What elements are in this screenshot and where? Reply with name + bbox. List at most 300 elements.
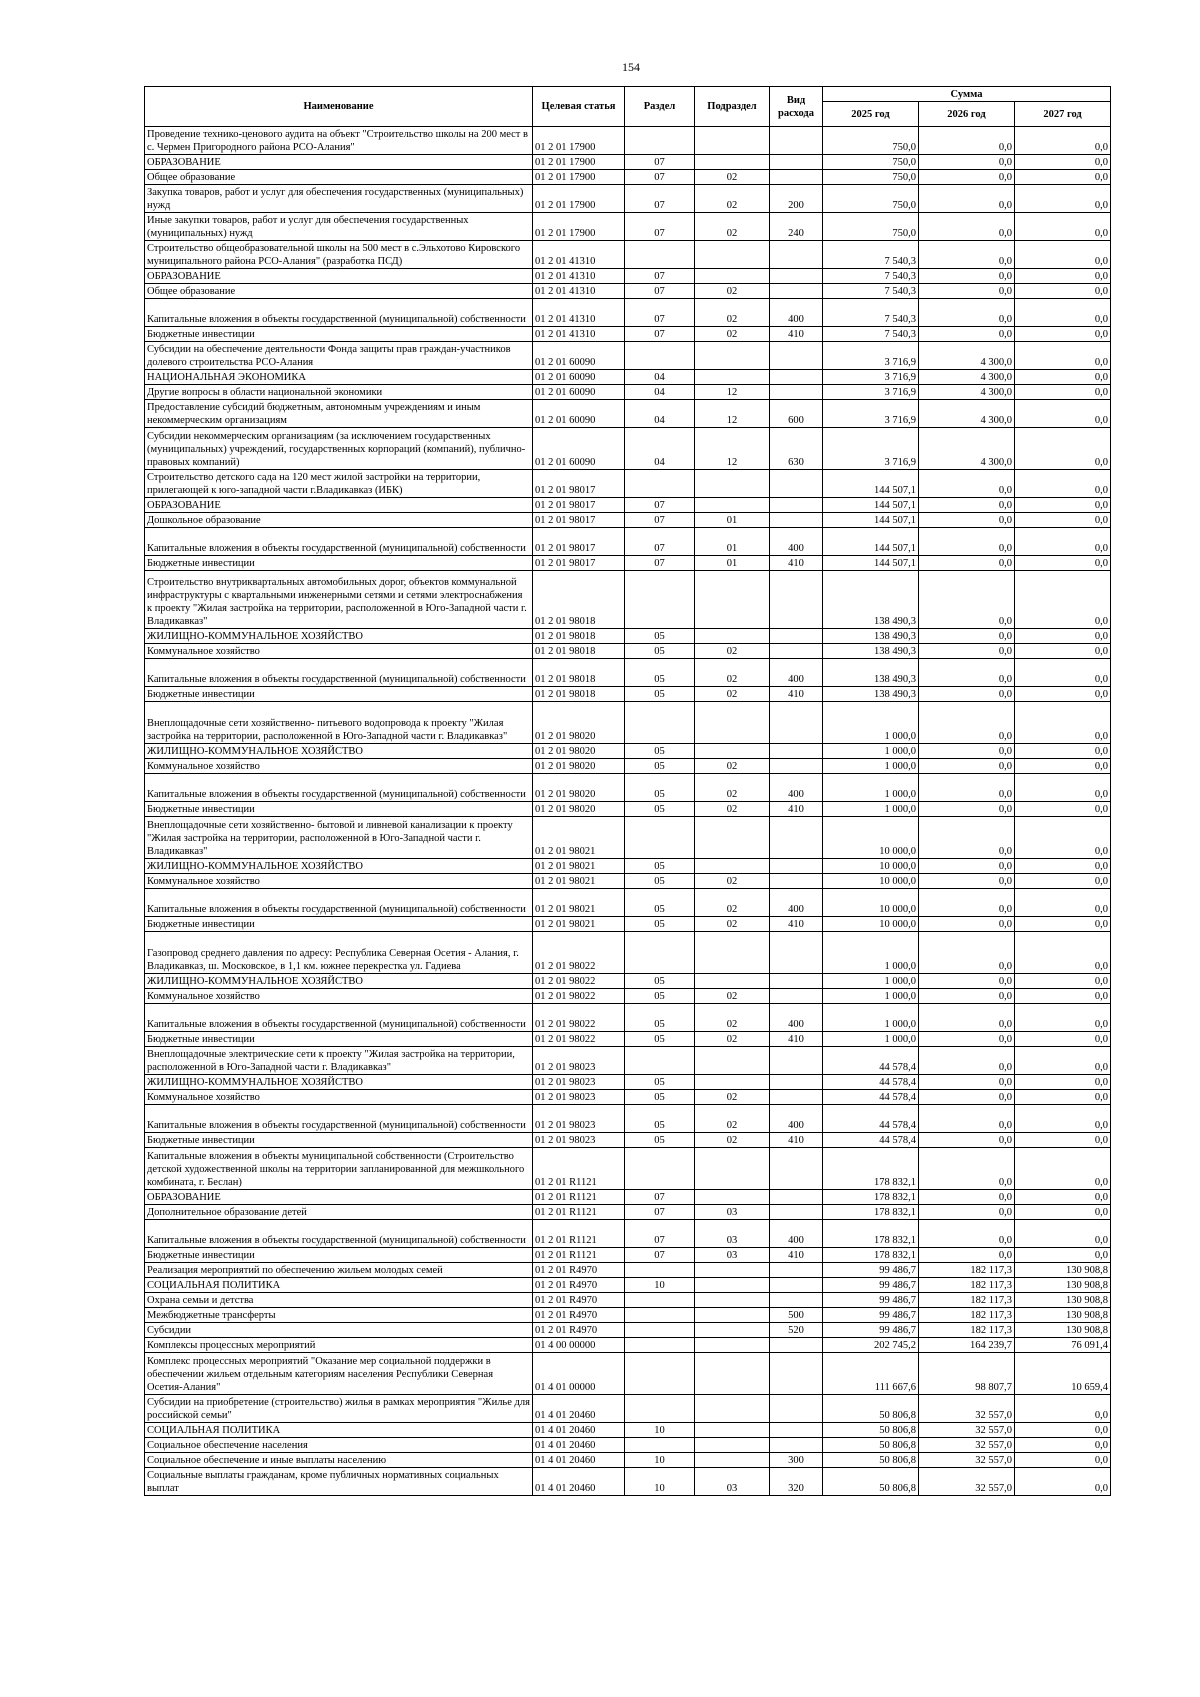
- cell-expense-type: [770, 1263, 823, 1278]
- cell-sum-2025: 178 832,1: [823, 1205, 919, 1220]
- cell-name: Дошкольное образование: [145, 513, 533, 528]
- cell-sum-2026: 0,0: [919, 774, 1015, 802]
- table-row: [145, 817, 1111, 859]
- cell-name: Комплекс процессных мероприятий "Оказание мер социальной поддержки в обеспечении жильем отдельным категориям населения Республики Северная Осетия-Алания": [145, 1353, 533, 1395]
- cell-subsection: [695, 932, 770, 974]
- cell-section: 07: [625, 155, 695, 170]
- cell-expense-type: [770, 1293, 823, 1308]
- cell-target-article: 01 2 01 98021: [533, 874, 625, 889]
- cell-sum-2027: 0,0: [1015, 385, 1111, 400]
- cell-subsection: 02: [695, 213, 770, 241]
- cell-sum-2026: 182 117,3: [919, 1293, 1015, 1308]
- cell-sum-2027: 0,0: [1015, 874, 1111, 889]
- cell-sum-2027: 0,0: [1015, 644, 1111, 659]
- cell-subsection: [695, 1353, 770, 1395]
- cell-name: Межбюджетные трансферты: [145, 1308, 533, 1323]
- cell-sum-2025: 1 000,0: [823, 989, 919, 1004]
- cell-sum-2025: 99 486,7: [823, 1263, 919, 1278]
- cell-name: Реализация мероприятий по обеспечению жильем молодых семей: [145, 1263, 533, 1278]
- cell-section: 07: [625, 513, 695, 528]
- cell-sum-2026: 0,0: [919, 1090, 1015, 1105]
- cell-target-article: 01 2 01 98020: [533, 744, 625, 759]
- cell-expense-type: [770, 1278, 823, 1293]
- cell-sum-2025: 138 490,3: [823, 644, 919, 659]
- header-expense-type: Вид расхода: [770, 87, 823, 127]
- table-row: [145, 400, 1111, 428]
- table-row: [145, 428, 1111, 470]
- cell-sum-2027: 0,0: [1015, 1248, 1111, 1263]
- cell-sum-2026: 0,0: [919, 1075, 1015, 1090]
- cell-sum-2026: 182 117,3: [919, 1263, 1015, 1278]
- cell-sum-2026: 4 300,0: [919, 428, 1015, 470]
- cell-section: 07: [625, 284, 695, 299]
- cell-sum-2025: 750,0: [823, 155, 919, 170]
- cell-sum-2025: 1 000,0: [823, 759, 919, 774]
- cell-sum-2025: 50 806,8: [823, 1468, 919, 1496]
- cell-subsection: 02: [695, 1090, 770, 1105]
- cell-target-article: 01 2 01 17900: [533, 170, 625, 185]
- cell-name: ОБРАЗОВАНИЕ: [145, 498, 533, 513]
- cell-target-article: 01 2 01 98022: [533, 974, 625, 989]
- cell-target-article: 01 2 01 R4970: [533, 1263, 625, 1278]
- cell-sum-2027: 0,0: [1015, 1105, 1111, 1133]
- table-row: [145, 1338, 1111, 1353]
- cell-section: 05: [625, 1133, 695, 1148]
- cell-target-article: 01 2 01 98018: [533, 687, 625, 702]
- cell-subsection: 12: [695, 400, 770, 428]
- cell-subsection: 02: [695, 1133, 770, 1148]
- cell-sum-2025: 138 490,3: [823, 659, 919, 687]
- cell-section: 10: [625, 1278, 695, 1293]
- cell-sum-2026: 0,0: [919, 744, 1015, 759]
- cell-subsection: [695, 1423, 770, 1438]
- cell-name: Бюджетные инвестиции: [145, 556, 533, 571]
- cell-expense-type: 410: [770, 556, 823, 571]
- cell-sum-2026: 0,0: [919, 702, 1015, 744]
- cell-sum-2027: 130 908,8: [1015, 1323, 1111, 1338]
- table-row: [145, 299, 1111, 327]
- cell-expense-type: [770, 1190, 823, 1205]
- cell-target-article: 01 2 01 17900: [533, 185, 625, 213]
- cell-expense-type: [770, 127, 823, 155]
- cell-sum-2025: 1 000,0: [823, 1004, 919, 1032]
- cell-name: ОБРАЗОВАНИЕ: [145, 269, 533, 284]
- cell-section: 05: [625, 659, 695, 687]
- cell-name: Капитальные вложения в объекты государственной (муниципальной) собственности: [145, 1004, 533, 1032]
- cell-target-article: 01 2 01 R4970: [533, 1278, 625, 1293]
- cell-sum-2025: 3 716,9: [823, 342, 919, 370]
- cell-target-article: 01 2 01 R1121: [533, 1205, 625, 1220]
- cell-subsection: 02: [695, 659, 770, 687]
- cell-section: 04: [625, 400, 695, 428]
- cell-sum-2026: 0,0: [919, 327, 1015, 342]
- cell-target-article: 01 2 01 98023: [533, 1047, 625, 1075]
- cell-name: Субсидии на обеспечение деятельности Фонда защиты прав граждан-участников долевого строительства РСО-Алания: [145, 342, 533, 370]
- cell-sum-2027: 130 908,8: [1015, 1278, 1111, 1293]
- cell-name: Предоставление субсидий бюджетным, автономным учреждениям и иным некоммерческим организациям: [145, 400, 533, 428]
- cell-sum-2027: 0,0: [1015, 1004, 1111, 1032]
- cell-name: Бюджетные инвестиции: [145, 1133, 533, 1148]
- cell-expense-type: 520: [770, 1323, 823, 1338]
- cell-name: Строительство внутриквартальных автомобильных дорог, объектов коммунальной инфраструктуры с квартальными инженерными сетями и сетями электроснабжения к проекту "Жилая застройка на территории, расположенной в Юго-Западной части г. Владикавказ": [145, 571, 533, 629]
- cell-name: Коммунальное хозяйство: [145, 874, 533, 889]
- cell-subsection: [695, 859, 770, 874]
- cell-expense-type: 400: [770, 774, 823, 802]
- cell-section: 07: [625, 299, 695, 327]
- cell-subsection: [695, 744, 770, 759]
- table-row: [145, 155, 1111, 170]
- cell-subsection: 12: [695, 385, 770, 400]
- cell-section: 05: [625, 644, 695, 659]
- cell-target-article: 01 2 01 60090: [533, 370, 625, 385]
- cell-sum-2025: 144 507,1: [823, 498, 919, 513]
- cell-section: 04: [625, 385, 695, 400]
- cell-section: 05: [625, 874, 695, 889]
- cell-expense-type: [770, 1047, 823, 1075]
- cell-sum-2026: 4 300,0: [919, 370, 1015, 385]
- cell-sum-2025: 178 832,1: [823, 1248, 919, 1263]
- table-row: [145, 556, 1111, 571]
- cell-sum-2025: 750,0: [823, 213, 919, 241]
- cell-name: Закупка товаров, работ и услуг для обеспечения государственных (муниципальных) нужд: [145, 185, 533, 213]
- cell-name: СОЦИАЛЬНАЯ ПОЛИТИКА: [145, 1423, 533, 1438]
- cell-name: НАЦИОНАЛЬНАЯ ЭКОНОМИКА: [145, 370, 533, 385]
- cell-section: 07: [625, 1190, 695, 1205]
- cell-name: СОЦИАЛЬНАЯ ПОЛИТИКА: [145, 1278, 533, 1293]
- cell-section: 05: [625, 802, 695, 817]
- cell-sum-2027: 0,0: [1015, 1395, 1111, 1423]
- cell-section: 07: [625, 185, 695, 213]
- cell-sum-2026: 0,0: [919, 889, 1015, 917]
- cell-expense-type: [770, 269, 823, 284]
- cell-subsection: [695, 155, 770, 170]
- budget-table: [144, 86, 1111, 1496]
- cell-name: Комплексы процессных мероприятий: [145, 1338, 533, 1353]
- cell-sum-2025: 10 000,0: [823, 917, 919, 932]
- cell-sum-2027: 0,0: [1015, 1468, 1111, 1496]
- header-name: Наименование: [145, 87, 533, 127]
- cell-subsection: 02: [695, 874, 770, 889]
- cell-sum-2025: 50 806,8: [823, 1395, 919, 1423]
- cell-expense-type: [770, 385, 823, 400]
- cell-subsection: [695, 1278, 770, 1293]
- cell-sum-2025: 50 806,8: [823, 1438, 919, 1453]
- cell-expense-type: [770, 989, 823, 1004]
- cell-sum-2027: 0,0: [1015, 127, 1111, 155]
- cell-subsection: [695, 1263, 770, 1278]
- cell-sum-2025: 1 000,0: [823, 702, 919, 744]
- cell-sum-2027: 0,0: [1015, 213, 1111, 241]
- cell-sum-2027: 0,0: [1015, 629, 1111, 644]
- cell-sum-2025: 7 540,3: [823, 269, 919, 284]
- cell-sum-2027: 0,0: [1015, 1438, 1111, 1453]
- cell-section: [625, 1148, 695, 1190]
- cell-sum-2025: 1 000,0: [823, 974, 919, 989]
- cell-name: Иные закупки товаров, работ и услуг для обеспечения государственных (муниципальных) нужд: [145, 213, 533, 241]
- table-row: [145, 974, 1111, 989]
- cell-name: ОБРАЗОВАНИЕ: [145, 1190, 533, 1205]
- cell-sum-2027: 0,0: [1015, 556, 1111, 571]
- cell-sum-2026: 0,0: [919, 817, 1015, 859]
- cell-sum-2027: 0,0: [1015, 859, 1111, 874]
- table-row: [145, 1133, 1111, 1148]
- cell-subsection: [695, 498, 770, 513]
- cell-sum-2027: 0,0: [1015, 702, 1111, 744]
- cell-target-article: 01 2 01 R4970: [533, 1308, 625, 1323]
- cell-sum-2025: 1 000,0: [823, 744, 919, 759]
- cell-target-article: 01 2 01 R1121: [533, 1190, 625, 1205]
- cell-section: [625, 1438, 695, 1453]
- table-row: [145, 744, 1111, 759]
- cell-section: 05: [625, 1032, 695, 1047]
- cell-expense-type: 240: [770, 213, 823, 241]
- cell-sum-2025: 1 000,0: [823, 802, 919, 817]
- cell-sum-2027: 0,0: [1015, 917, 1111, 932]
- table-row: [145, 629, 1111, 644]
- cell-subsection: [695, 127, 770, 155]
- cell-section: 07: [625, 213, 695, 241]
- cell-target-article: 01 2 01 98023: [533, 1090, 625, 1105]
- cell-subsection: 02: [695, 1004, 770, 1032]
- cell-sum-2027: 0,0: [1015, 185, 1111, 213]
- table-row: [145, 1453, 1111, 1468]
- cell-sum-2027: 76 091,4: [1015, 1338, 1111, 1353]
- cell-section: [625, 1263, 695, 1278]
- cell-subsection: [695, 1395, 770, 1423]
- cell-expense-type: [770, 1353, 823, 1395]
- cell-subsection: [695, 974, 770, 989]
- cell-sum-2026: 0,0: [919, 528, 1015, 556]
- cell-sum-2026: 0,0: [919, 1004, 1015, 1032]
- cell-target-article: 01 2 01 R1121: [533, 1220, 625, 1248]
- cell-section: 07: [625, 1205, 695, 1220]
- cell-subsection: 02: [695, 284, 770, 299]
- cell-sum-2026: 164 239,7: [919, 1338, 1015, 1353]
- cell-target-article: 01 2 01 98017: [533, 513, 625, 528]
- cell-sum-2027: 0,0: [1015, 327, 1111, 342]
- cell-sum-2026: 0,0: [919, 802, 1015, 817]
- cell-target-article: 01 2 01 98018: [533, 571, 625, 629]
- cell-sum-2026: 0,0: [919, 687, 1015, 702]
- cell-subsection: [695, 1190, 770, 1205]
- cell-subsection: [695, 1323, 770, 1338]
- cell-expense-type: [770, 470, 823, 498]
- cell-section: 05: [625, 687, 695, 702]
- cell-target-article: 01 4 01 20460: [533, 1453, 625, 1468]
- cell-sum-2025: 1 000,0: [823, 774, 919, 802]
- cell-target-article: 01 4 01 20460: [533, 1438, 625, 1453]
- cell-sum-2027: 0,0: [1015, 1148, 1111, 1190]
- cell-expense-type: 600: [770, 400, 823, 428]
- cell-target-article: 01 2 01 98017: [533, 498, 625, 513]
- cell-expense-type: 630: [770, 428, 823, 470]
- cell-name: Субсидии некоммерческим организациям (за исключением государственных (муниципальных) учреждений, государственных корпораций (компаний), публично-правовых компаний): [145, 428, 533, 470]
- cell-target-article: 01 2 01 41310: [533, 269, 625, 284]
- table-row: [145, 889, 1111, 917]
- cell-sum-2025: 3 716,9: [823, 428, 919, 470]
- cell-target-article: 01 4 00 00000: [533, 1338, 625, 1353]
- cell-target-article: 01 2 01 41310: [533, 299, 625, 327]
- cell-target-article: 01 2 01 98022: [533, 989, 625, 1004]
- table-row: [145, 213, 1111, 241]
- cell-sum-2026: 0,0: [919, 185, 1015, 213]
- table-row: [145, 571, 1111, 629]
- table-row: [145, 1438, 1111, 1453]
- table-row: [145, 932, 1111, 974]
- cell-subsection: 02: [695, 299, 770, 327]
- cell-name: Охрана семьи и детства: [145, 1293, 533, 1308]
- table-row: [145, 702, 1111, 744]
- cell-expense-type: [770, 1423, 823, 1438]
- table-row: [145, 1190, 1111, 1205]
- cell-subsection: 01: [695, 513, 770, 528]
- cell-sum-2026: 0,0: [919, 284, 1015, 299]
- cell-sum-2026: 0,0: [919, 1032, 1015, 1047]
- cell-subsection: 03: [695, 1205, 770, 1220]
- cell-sum-2025: 99 486,7: [823, 1293, 919, 1308]
- cell-sum-2027: 0,0: [1015, 370, 1111, 385]
- cell-expense-type: [770, 1148, 823, 1190]
- cell-subsection: [695, 1338, 770, 1353]
- cell-name: Общее образование: [145, 170, 533, 185]
- cell-section: 07: [625, 1248, 695, 1263]
- cell-section: [625, 817, 695, 859]
- cell-expense-type: [770, 342, 823, 370]
- cell-sum-2025: 10 000,0: [823, 817, 919, 859]
- cell-subsection: [695, 571, 770, 629]
- cell-sum-2026: 4 300,0: [919, 400, 1015, 428]
- cell-sum-2025: 144 507,1: [823, 556, 919, 571]
- cell-sum-2027: 0,0: [1015, 428, 1111, 470]
- cell-subsection: 02: [695, 1105, 770, 1133]
- cell-sum-2027: 0,0: [1015, 1047, 1111, 1075]
- cell-section: [625, 1047, 695, 1075]
- cell-target-article: 01 2 01 98022: [533, 1032, 625, 1047]
- cell-sum-2025: 99 486,7: [823, 1323, 919, 1338]
- table-row: [145, 659, 1111, 687]
- table-row: [145, 874, 1111, 889]
- cell-name: ЖИЛИЩНО-КОММУНАЛЬНОЕ ХОЗЯЙСТВО: [145, 744, 533, 759]
- cell-sum-2026: 0,0: [919, 874, 1015, 889]
- cell-subsection: [695, 1148, 770, 1190]
- table-row: [145, 327, 1111, 342]
- cell-sum-2027: 0,0: [1015, 241, 1111, 269]
- cell-sum-2025: 44 578,4: [823, 1075, 919, 1090]
- cell-sum-2026: 4 300,0: [919, 342, 1015, 370]
- cell-name: ЖИЛИЩНО-КОММУНАЛЬНОЕ ХОЗЯЙСТВО: [145, 1075, 533, 1090]
- cell-name: Социальное обеспечение населения: [145, 1438, 533, 1453]
- cell-target-article: 01 2 01 98017: [533, 528, 625, 556]
- cell-target-article: 01 2 01 60090: [533, 400, 625, 428]
- table-row: [145, 241, 1111, 269]
- table-row: [145, 284, 1111, 299]
- table-row: [145, 1353, 1111, 1395]
- cell-expense-type: 410: [770, 327, 823, 342]
- cell-name: Социальные выплаты гражданам, кроме публичных нормативных социальных выплат: [145, 1468, 533, 1496]
- header-target-article: Целевая статья: [533, 87, 625, 127]
- cell-subsection: [695, 1453, 770, 1468]
- table-row: [145, 917, 1111, 932]
- cell-expense-type: 400: [770, 1004, 823, 1032]
- cell-target-article: 01 2 01 R4970: [533, 1293, 625, 1308]
- cell-sum-2027: 130 908,8: [1015, 1263, 1111, 1278]
- cell-section: 04: [625, 428, 695, 470]
- header-section: Раздел: [625, 87, 695, 127]
- cell-section: [625, 1395, 695, 1423]
- cell-expense-type: 410: [770, 1032, 823, 1047]
- cell-subsection: [695, 470, 770, 498]
- cell-expense-type: [770, 571, 823, 629]
- cell-expense-type: 400: [770, 659, 823, 687]
- cell-sum-2027: 0,0: [1015, 1075, 1111, 1090]
- cell-sum-2027: 130 908,8: [1015, 1308, 1111, 1323]
- cell-expense-type: 410: [770, 917, 823, 932]
- cell-name: Бюджетные инвестиции: [145, 917, 533, 932]
- cell-name: Общее образование: [145, 284, 533, 299]
- cell-expense-type: [770, 284, 823, 299]
- cell-subsection: [695, 370, 770, 385]
- cell-section: 07: [625, 528, 695, 556]
- cell-sum-2027: 0,0: [1015, 774, 1111, 802]
- cell-name: Капитальные вложения в объекты государственной (муниципальной) собственности: [145, 659, 533, 687]
- cell-target-article: 01 2 01 98022: [533, 932, 625, 974]
- cell-name: Строительство общеобразовательной школы на 500 мест в с.Эльхотово Кировского муниципального района РСО-Алания" (разработка ПСД): [145, 241, 533, 269]
- cell-sum-2026: 32 557,0: [919, 1395, 1015, 1423]
- cell-subsection: 03: [695, 1248, 770, 1263]
- table-row: [145, 1278, 1111, 1293]
- table-body: [145, 127, 1111, 1496]
- cell-sum-2026: 0,0: [919, 1220, 1015, 1248]
- cell-subsection: 02: [695, 327, 770, 342]
- cell-target-article: 01 2 01 98017: [533, 470, 625, 498]
- cell-sum-2026: 0,0: [919, 1205, 1015, 1220]
- cell-sum-2026: 0,0: [919, 513, 1015, 528]
- cell-target-article: 01 2 01 98020: [533, 759, 625, 774]
- cell-name: Дополнительное образование детей: [145, 1205, 533, 1220]
- cell-section: 05: [625, 889, 695, 917]
- cell-expense-type: 410: [770, 1133, 823, 1148]
- table-row: [145, 759, 1111, 774]
- cell-sum-2026: 0,0: [919, 470, 1015, 498]
- cell-sum-2027: 0,0: [1015, 1190, 1111, 1205]
- cell-sum-2026: 0,0: [919, 213, 1015, 241]
- cell-subsection: [695, 1075, 770, 1090]
- table-row: [145, 1248, 1111, 1263]
- cell-expense-type: 400: [770, 1220, 823, 1248]
- cell-subsection: [695, 241, 770, 269]
- cell-sum-2026: 0,0: [919, 932, 1015, 974]
- table-row: [145, 1468, 1111, 1496]
- cell-sum-2027: 0,0: [1015, 269, 1111, 284]
- cell-expense-type: [770, 1090, 823, 1105]
- cell-target-article: 01 2 01 41310: [533, 284, 625, 299]
- header-year-2027: 2027 год: [1015, 102, 1111, 127]
- cell-sum-2027: 0,0: [1015, 759, 1111, 774]
- cell-name: Капитальные вложения в объекты государственной (муниципальной) собственности: [145, 528, 533, 556]
- cell-subsection: 02: [695, 802, 770, 817]
- table-row: [145, 498, 1111, 513]
- cell-name: Капитальные вложения в объекты государственной (муниципальной) собственности: [145, 889, 533, 917]
- cell-sum-2025: 178 832,1: [823, 1220, 919, 1248]
- cell-expense-type: 410: [770, 687, 823, 702]
- cell-sum-2026: 4 300,0: [919, 385, 1015, 400]
- cell-section: [625, 470, 695, 498]
- cell-sum-2027: 0,0: [1015, 989, 1111, 1004]
- cell-section: [625, 571, 695, 629]
- cell-subsection: 01: [695, 528, 770, 556]
- cell-sum-2026: 0,0: [919, 299, 1015, 327]
- table-row: [145, 1205, 1111, 1220]
